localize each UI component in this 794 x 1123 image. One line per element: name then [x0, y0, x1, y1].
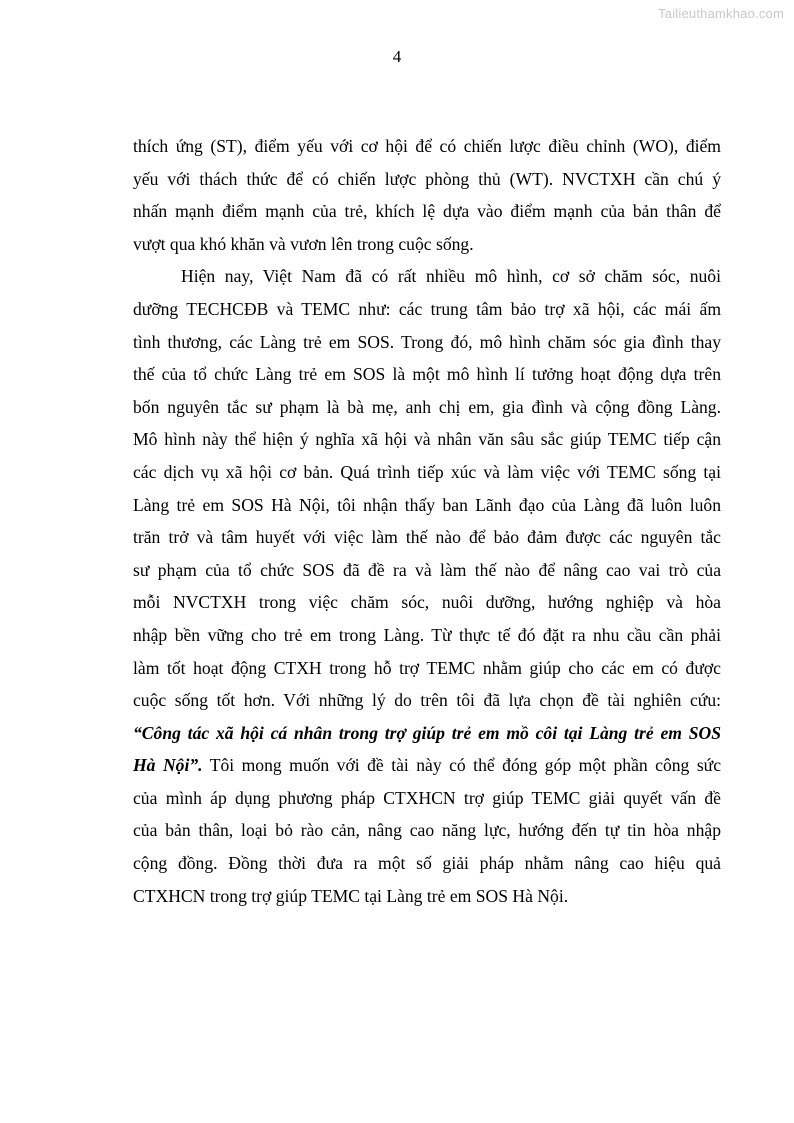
text-line: bốn nguyên tắc sư phạm là bà mẹ, anh chị em, gia đình và cộng đồng Làng.	[133, 396, 721, 417]
text-line: Hà Nội”. Tôi mong muốn với đề tài này có thể đóng góp một phần công sức	[133, 755, 722, 776]
text-line: CTXHCN trong trợ giúp TEMC tại Làng trẻ em SOS Hà Nội.	[133, 885, 569, 906]
text-line: yếu với thách thức để có chiến lược phòng thủ (WT). NVCTXH cần chú ý	[133, 168, 721, 189]
text-line: của mình áp dụng phương pháp CTXHCN trợ giúp TEMC giải quyết vấn đề	[133, 787, 721, 808]
text-line: nhấn mạnh điểm mạnh của trẻ, khích lệ dựa vào điểm mạnh của bản thân để	[133, 201, 721, 222]
text-line: tình thương, các Làng trẻ em SOS. Trong đó, mô hình chăm sóc gia đình thay	[133, 331, 721, 352]
page-number: 4	[392, 47, 402, 66]
text-line: làm tốt hoạt động CTXH trong hỗ trợ TEMC nhằm giúp cho các em có được	[133, 657, 721, 678]
paragraph-2	[133, 260, 721, 912]
text-line: trăn trở và tâm huyết với việc làm thế nào để bảo đảm được các nguyên tắc	[133, 527, 721, 548]
thesis-title-line: “Công tác xã hội cá nhân trong trợ giúp trẻ em mồ côi tại Làng trẻ em SOS	[133, 722, 721, 743]
watermark: Tailieuthamkhao.com	[658, 6, 784, 21]
text-line: cộng đồng. Đồng thời đưa ra một số giải pháp nhằm nâng cao hiệu quả	[133, 853, 721, 874]
text-line: Mô hình này thể hiện ý nghĩa xã hội và nhân văn sâu sắc giúp TEMC tiếp cận	[133, 429, 721, 450]
text-line: thích ứng (ST), điểm yếu với cơ hội để có chiến lược điều chỉnh (WO), điểm	[133, 136, 721, 156]
thesis-title-end: Hà Nội”.	[133, 755, 203, 776]
document-body	[133, 130, 721, 912]
text-line: Hiện nay, Việt Nam đã có rất nhiều mô hình, cơ sở chăm sóc, nuôi	[181, 266, 721, 287]
paragraph-1	[133, 130, 721, 260]
text-line: nhập bền vững cho trẻ em trong Làng. Từ thực tế đó đặt ra nhu cầu cần phải	[133, 624, 721, 645]
text-line: Làng trẻ em SOS Hà Nội, tôi nhận thấy ban Lãnh đạo của Làng đã luôn luôn	[133, 494, 721, 515]
text-line: mỗi NVCTXH trong việc chăm sóc, nuôi dưỡng, hướng nghiệp và hòa	[133, 592, 721, 613]
text-line: các dịch vụ xã hội cơ bản. Quá trình tiếp xúc và làm việc với TEMC sống tại	[133, 461, 721, 482]
text-line: cuộc sống tốt hơn. Với những lý do trên tôi đã lựa chọn đề tài nghiên cứu:	[133, 690, 721, 711]
text-line: của bản thân, loại bỏ rào cản, nâng cao năng lực, hướng đến tự tin hòa nhập	[133, 820, 721, 841]
text-line: thế của tổ chức Làng trẻ em SOS là một mô hình lí tưởng hoạt động dựa trên	[133, 364, 721, 385]
text-line: vượt qua khó khăn và vươn lên trong cuộc sống.	[133, 233, 474, 254]
text-line: dưỡng TECHCĐB và TEMC như: các trung tâm bảo trợ xã hội, các mái ấm	[133, 298, 721, 319]
text-line: sư phạm của tổ chức SOS đã đề ra và làm thế nào để nâng cao vai trò của	[133, 559, 721, 580]
